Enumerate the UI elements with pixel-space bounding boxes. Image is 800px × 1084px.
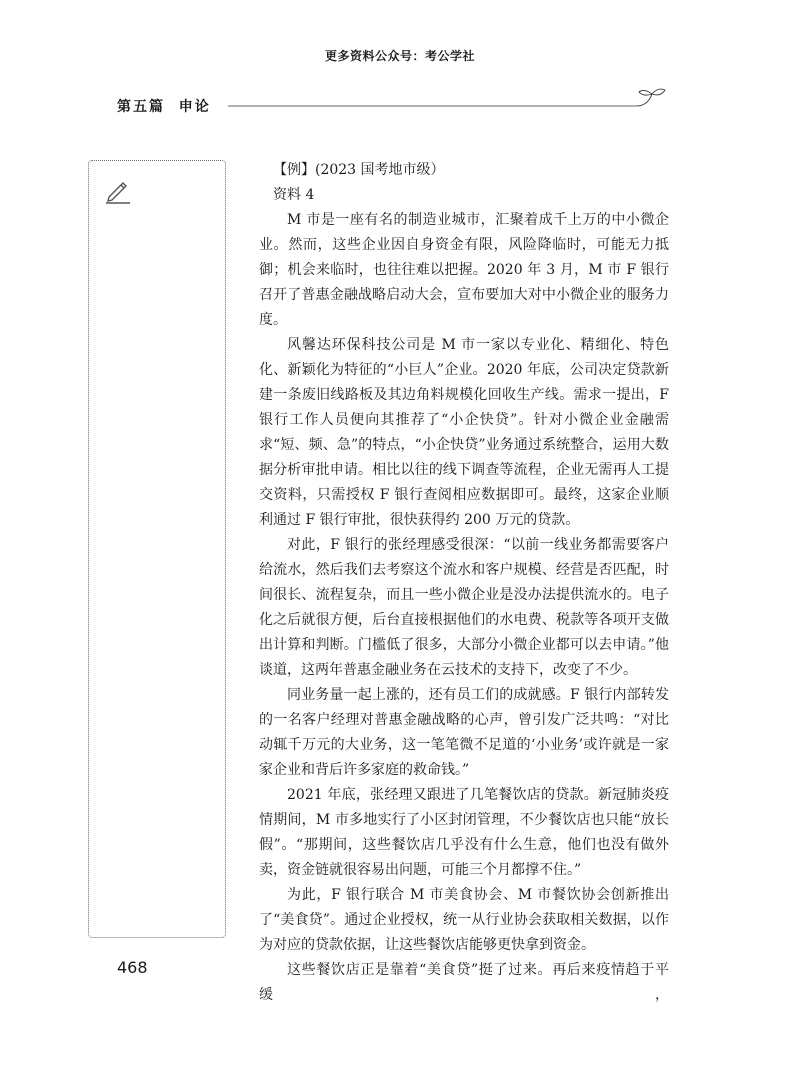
header-rule bbox=[228, 86, 668, 116]
chapter-label: 第五篇 bbox=[117, 99, 165, 115]
paragraph: 这些餐饮店正是靠着“美食贷”挺了过来。再后来疫情趋于平缓， bbox=[259, 962, 669, 1003]
paragraph: 风馨达环保科技公司是 M 市一家以专业化、精细化、特色化、新颖化为特征的“小巨人”企业。2020 年底，公司决定贷款新建一条废旧线路板及其边角料规模化回收生产线。需求一提出，F 银行工作人员便向其推荐了“小企快贷”。针对小微企业金融需求“短、频、急”的特点，“小企快贷”业务通过系统整合，运用大数据分析审批申请。相比以往的线下调查等流程，企业无需再人工提交资料，只需授权 F 银行查阅相应数据即可。最终，这家企业顺利通过 F 银行审批，很快获得约 200 万元的贷款。 bbox=[259, 337, 669, 528]
chapter-header bbox=[117, 96, 211, 116]
pencil-icon bbox=[104, 176, 132, 204]
main-content bbox=[259, 158, 669, 1008]
section-label: 申论 bbox=[178, 99, 211, 115]
material-label: 资料 4 bbox=[273, 187, 315, 203]
page-number: 468 bbox=[117, 958, 148, 977]
paragraph: 2021 年底，张经理又跟进了几笔餐饮店的贷款。新冠肺炎疫情期间，M 市多地实行了小区封闭管理，不少餐饮店也只能“放长假”。“那期间，这些餐饮店几乎没有什么生意，他们也没有做外卖，资金链就很容易出问题，可能三个月都撑不住。” bbox=[259, 787, 669, 878]
top-banner: 更多资料公众号：考公学社 bbox=[324, 49, 475, 63]
margin-notes-box bbox=[88, 160, 226, 938]
paragraph: 同业务量一起上涨的，还有员工们的成就感。F 银行内部转发的一名客户经理对普惠金融战略的心声，曾引发广泛共鸣：“对比动辄千万元的大业务，这一笔笔微不足道的‘小业务’或许就是一家家企业和背后许多家庭的救命钱。” bbox=[259, 687, 669, 778]
paragraph: 对此，F 银行的张经理感受很深：“以前一线业务都需要客户给流水，然后我们去考察这个流水和客户规模、经营是否匹配，时间很长、流程复杂，而且一些小微企业是没办法提供流水的。电子化之后就很方便，后台直接根据他们的水电费、税款等各项开支做出计算和判断。门槛低了很多，大部分小微企业都可以去申请。”他谈道，这两年普惠金融业务在云技术的支持下，改变了不少。 bbox=[259, 537, 669, 678]
paragraph: 为此，F 银行联合 M 市美食协会、M 市餐饮协会创新推出了“美食贷”。通过企业授权，统一从行业协会获取相关数据，以作为对应的贷款依据，让这些餐饮店能够更快拿到资金。 bbox=[259, 887, 669, 953]
example-label: 【例】(2023 国考地市级） bbox=[273, 162, 445, 178]
paragraph: M 市是一座有名的制造业城市，汇聚着成千上万的中小微企业。然而，这些企业因自身资金有限，风险降临时，可能无力抵御；机会来临时，也往往难以把握。2020 年 3 月，M 市 F 银行召开了普惠金融战略启动大会，宣布要加大对中小微企业的服务力度。 bbox=[259, 212, 669, 328]
sprout-icon bbox=[638, 89, 665, 106]
